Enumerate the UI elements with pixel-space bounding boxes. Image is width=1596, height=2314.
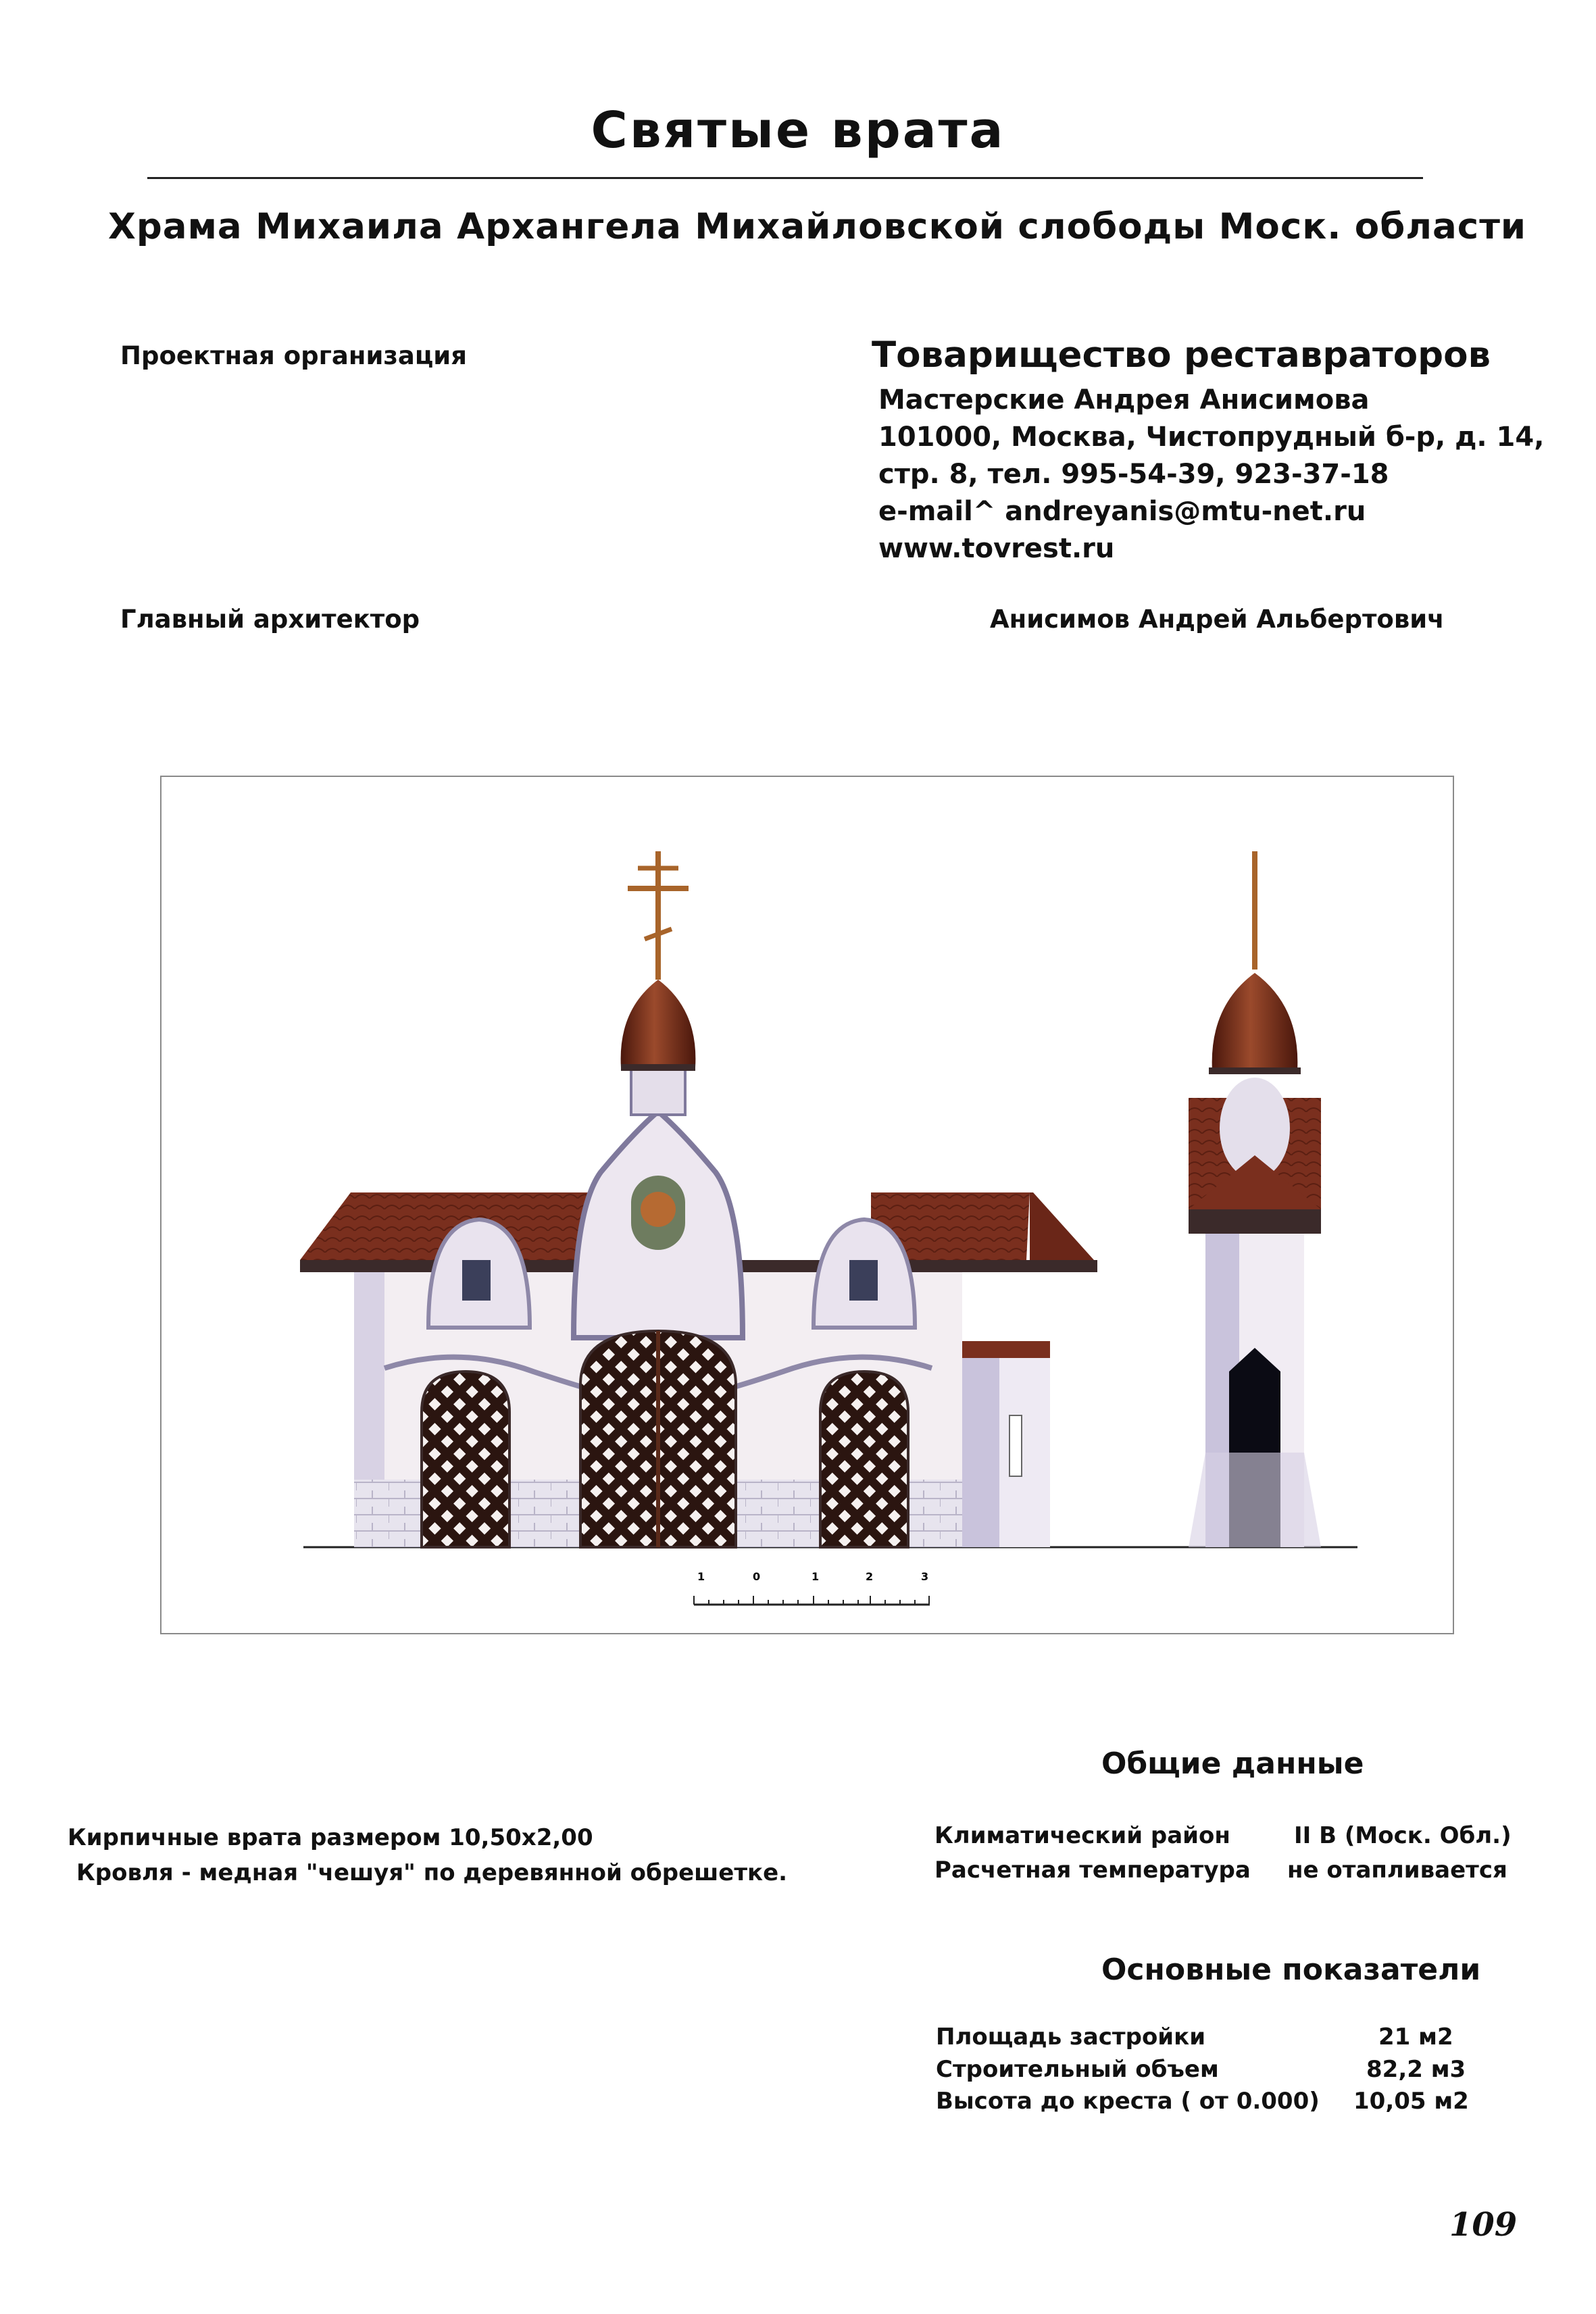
page-title: Святые врата	[591, 101, 1005, 159]
height-to-cross-value: 10,05 м2	[1353, 2088, 1469, 2115]
scale-bar	[694, 1570, 930, 1605]
organization-line: Мастерские Андрея Анисимова	[878, 384, 1370, 416]
climate-region-value: II B (Моск. Обл.)	[1294, 1822, 1512, 1849]
architect-label: Главный архитектор	[120, 605, 420, 634]
page-subtitle: Храма Михаила Архангела Михайловской слободы Моск. области	[108, 206, 1527, 247]
building-volume-value: 82,2 м3	[1366, 2056, 1466, 2083]
scale-ticks	[694, 1596, 929, 1605]
side-dome	[1212, 973, 1298, 1071]
right-icon	[849, 1260, 878, 1301]
side-annex-roof	[962, 1341, 1050, 1358]
main-indicators-heading: Основные показатели	[1101, 1953, 1481, 1987]
left-icon	[462, 1260, 491, 1301]
design-temperature-label: Расчетная температура	[934, 1857, 1251, 1884]
dome-base	[621, 1064, 695, 1071]
architect-name: Анисимов Андрей Альбертович	[990, 605, 1445, 634]
scale-label: 1	[812, 1570, 820, 1583]
side-annex-shadow	[962, 1351, 999, 1547]
right-gate	[820, 1372, 908, 1547]
side-dome-base	[1209, 1067, 1301, 1074]
organization-line: 101000, Москва, Чистопрудный б-р, д. 14,	[878, 422, 1545, 453]
drum	[631, 1067, 685, 1115]
note-line: Кирпичные врата размером 10,50x2,00	[68, 1824, 593, 1851]
side-eaves	[1189, 1209, 1321, 1234]
organization-website: www.tovrest.ru	[878, 533, 1115, 564]
scale-label: 0	[753, 1570, 761, 1583]
scale-label: 1	[697, 1570, 705, 1583]
side-annex-window	[1009, 1415, 1022, 1476]
organization-label: Проектная организация	[120, 341, 467, 370]
side-elevation	[1189, 851, 1321, 1547]
building-area-value: 21 м2	[1378, 2023, 1453, 2051]
organization-line: стр. 8, тел. 995-54-39, 923-37-18	[878, 459, 1389, 490]
side-base-flare	[1189, 1453, 1321, 1547]
elevation-drawing-frame	[160, 776, 1454, 1634]
general-data-heading: Общие данные	[1101, 1746, 1364, 1781]
page-number: 109	[1449, 2206, 1518, 2244]
design-temperature-value: не отапливается	[1287, 1857, 1507, 1884]
right-roof-end	[1030, 1192, 1094, 1260]
scale-label: 3	[921, 1570, 929, 1583]
organization-details	[878, 382, 1544, 568]
building-volume-label: Строительный объем	[936, 2056, 1219, 2083]
title-divider	[147, 177, 1423, 179]
note-line: Кровля - медная "чешуя" по деревянной обрешетке.	[76, 1859, 788, 1886]
gate-elevation-drawing	[161, 777, 1453, 1633]
central-icon-halo	[641, 1192, 676, 1227]
dome	[621, 980, 696, 1067]
organization-name: Товарищество реставраторов	[872, 334, 1491, 376]
climate-region-label: Климатический район	[934, 1822, 1230, 1849]
building-area-label: Площадь застройки	[936, 2023, 1206, 2051]
left-gate	[422, 1372, 509, 1547]
scale-label: 2	[866, 1570, 874, 1583]
height-to-cross-label: Высота до креста ( от 0.000)	[936, 2088, 1320, 2115]
organization-email: e-mail^ andreyanis@mtu-net.ru	[878, 496, 1366, 527]
